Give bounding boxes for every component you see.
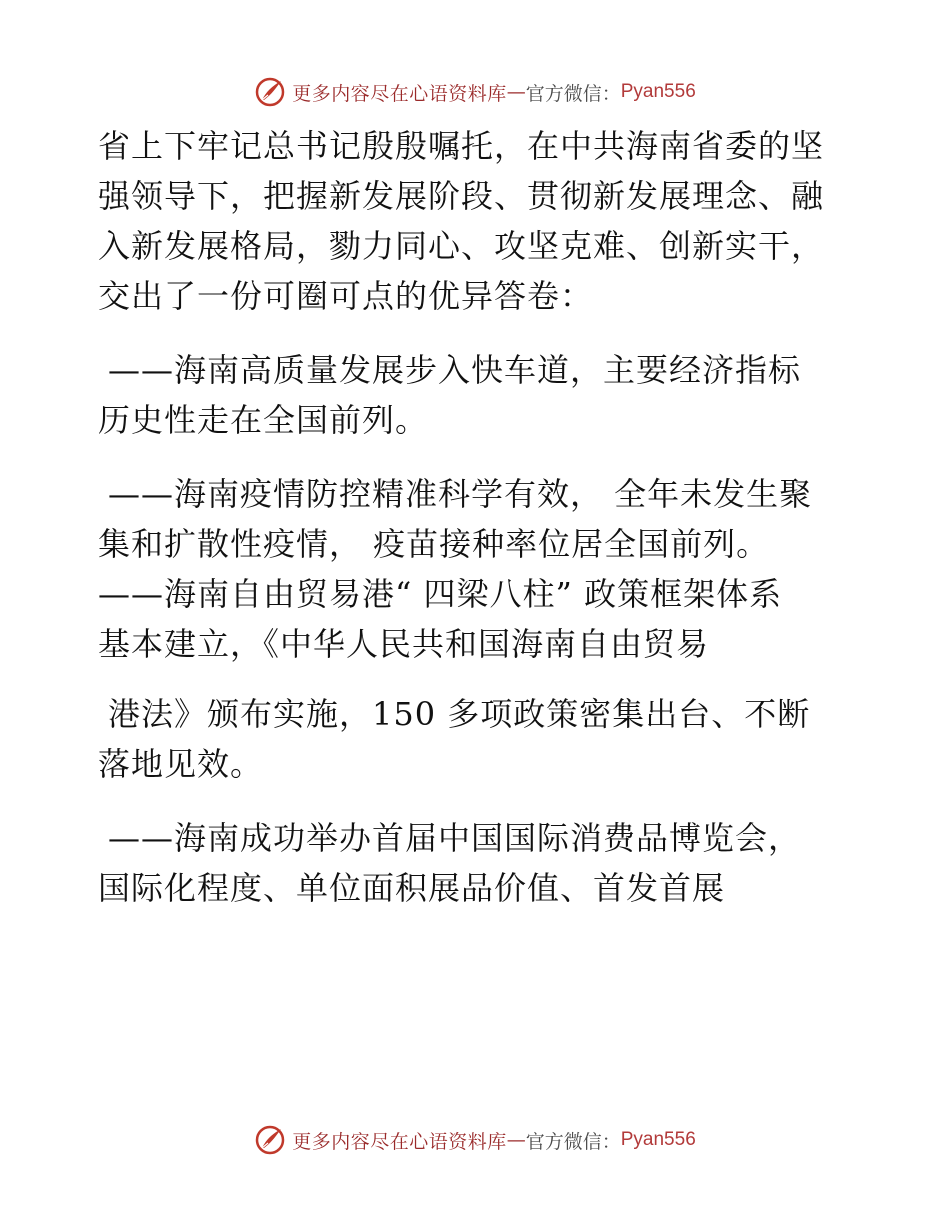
text-line: 省上下牢记总书记殷殷嘱托，在中共海南省委的坚	[98, 127, 825, 165]
text-line: 落地见效。	[98, 745, 264, 783]
paragraph-expo	[98, 813, 858, 913]
paragraph-port-law	[98, 689, 858, 789]
feather-pen-logo-icon	[254, 76, 286, 108]
text-line: ——海南自由贸易港“ 四梁八柱” 政策框架体系	[98, 575, 783, 613]
text-line: 入新发展格局，勠力同心、攻坚克难、创新实干，	[98, 227, 825, 265]
text-line: 集和扩散性疫情， 疫苗接种率位居全国前列。	[98, 525, 770, 563]
banner-main-text: 更多内容尽在心语资料库	[292, 1130, 507, 1153]
text-line: 历史性走在全国前列。	[98, 401, 429, 439]
banner-wechat-label: 官方微信：	[525, 82, 621, 105]
text-line: 强领导下，把握新发展阶段、贯彻新发展理念、融	[98, 177, 825, 215]
text-line: ——海南成功举办首届中国国际消费品博览会，	[108, 819, 802, 857]
paragraph-economy	[98, 345, 858, 445]
paragraph-free-trade-port	[98, 569, 858, 669]
banner-wechat-id: Pyan556	[620, 1129, 696, 1150]
paragraph-epidemic	[98, 469, 858, 569]
footer-banner	[0, 1120, 950, 1160]
banner-separator: —	[506, 1129, 526, 1151]
paragraph-intro	[98, 121, 858, 321]
header-banner	[0, 72, 950, 112]
text-line: 基本建立，《中华人民共和国海南自由贸易	[98, 625, 710, 663]
text-line: 交出了一份可圈可点的优异答卷：	[98, 277, 594, 315]
text-line: ——海南高质量发展步入快车道，主要经济指标	[108, 351, 802, 389]
text-line: ——海南疫情防控精准科学有效， 全年未发生聚	[108, 475, 813, 513]
banner-separator: —	[506, 81, 526, 103]
banner-wechat-id: Pyan556	[620, 81, 696, 102]
text-line: 国际化程度、单位面积展品价值、首发首展	[98, 869, 726, 907]
banner-main-text: 更多内容尽在心语资料库	[292, 82, 507, 105]
feather-pen-logo-icon	[254, 1124, 286, 1156]
banner-wechat-label: 官方微信：	[525, 1130, 621, 1153]
document-body	[98, 121, 858, 913]
text-line: 港法》颁布实施，150 多项政策密集出台、不断	[108, 695, 811, 733]
